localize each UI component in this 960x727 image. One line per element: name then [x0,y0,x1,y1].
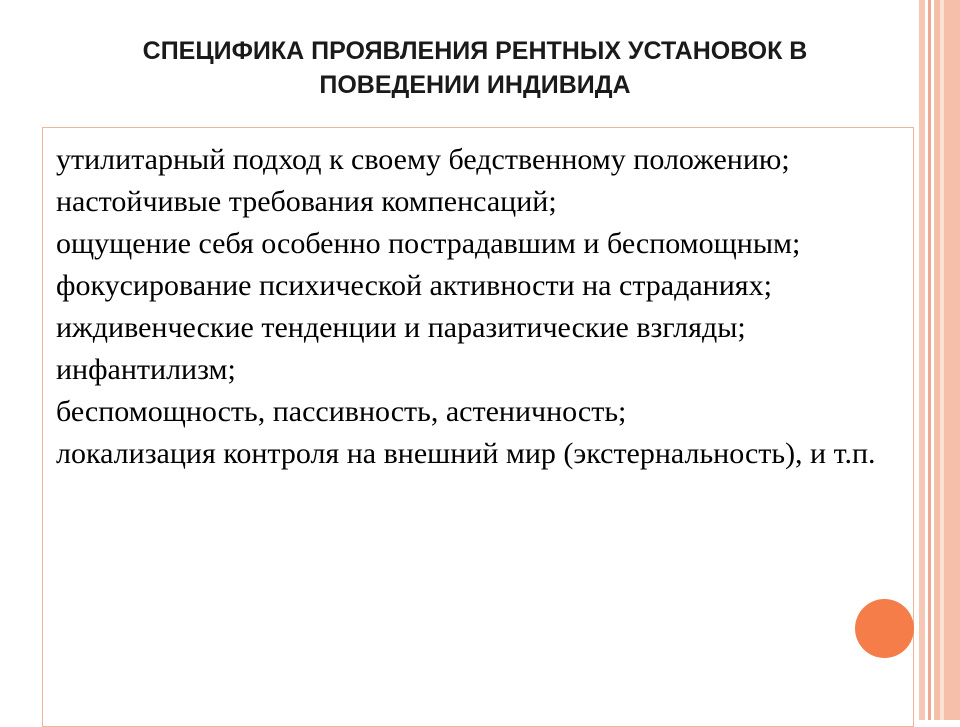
list-item: ощущение себя особенно пострадавшим и беспомощным; [56,227,801,260]
decorative-stripe [934,0,960,720]
list-item: фокусирование психической активности на страданиях; [56,269,772,302]
decorative-stripe [919,0,925,720]
decorative-stripe [940,0,944,720]
slide-title [40,34,910,102]
decorative-circle [855,599,914,658]
decorative-stripe [928,0,931,720]
list-item: настойчивые требования компенсаций; [56,185,557,218]
list-item: локализация контроля на внешний мир (экстернальность), и т.п. [56,437,876,470]
slide-title-line-1: СПЕЦИФИКА ПРОЯВЛЕНИЯ РЕНТНЫХ УСТАНОВОК В [142,37,808,65]
list-item: беспомощность, пассивность, астеничность; [56,395,627,428]
slide-title-line-2: ПОВЕДЕНИИ ИНДИВИДА [319,71,631,99]
list-item: утилитарный подход к своему бедственному положению; [56,143,790,176]
item-list [56,139,908,475]
list-item: иждивенческие тенденции и паразитические взгляды; [56,311,746,344]
list-item: инфантилизм; [56,353,236,386]
